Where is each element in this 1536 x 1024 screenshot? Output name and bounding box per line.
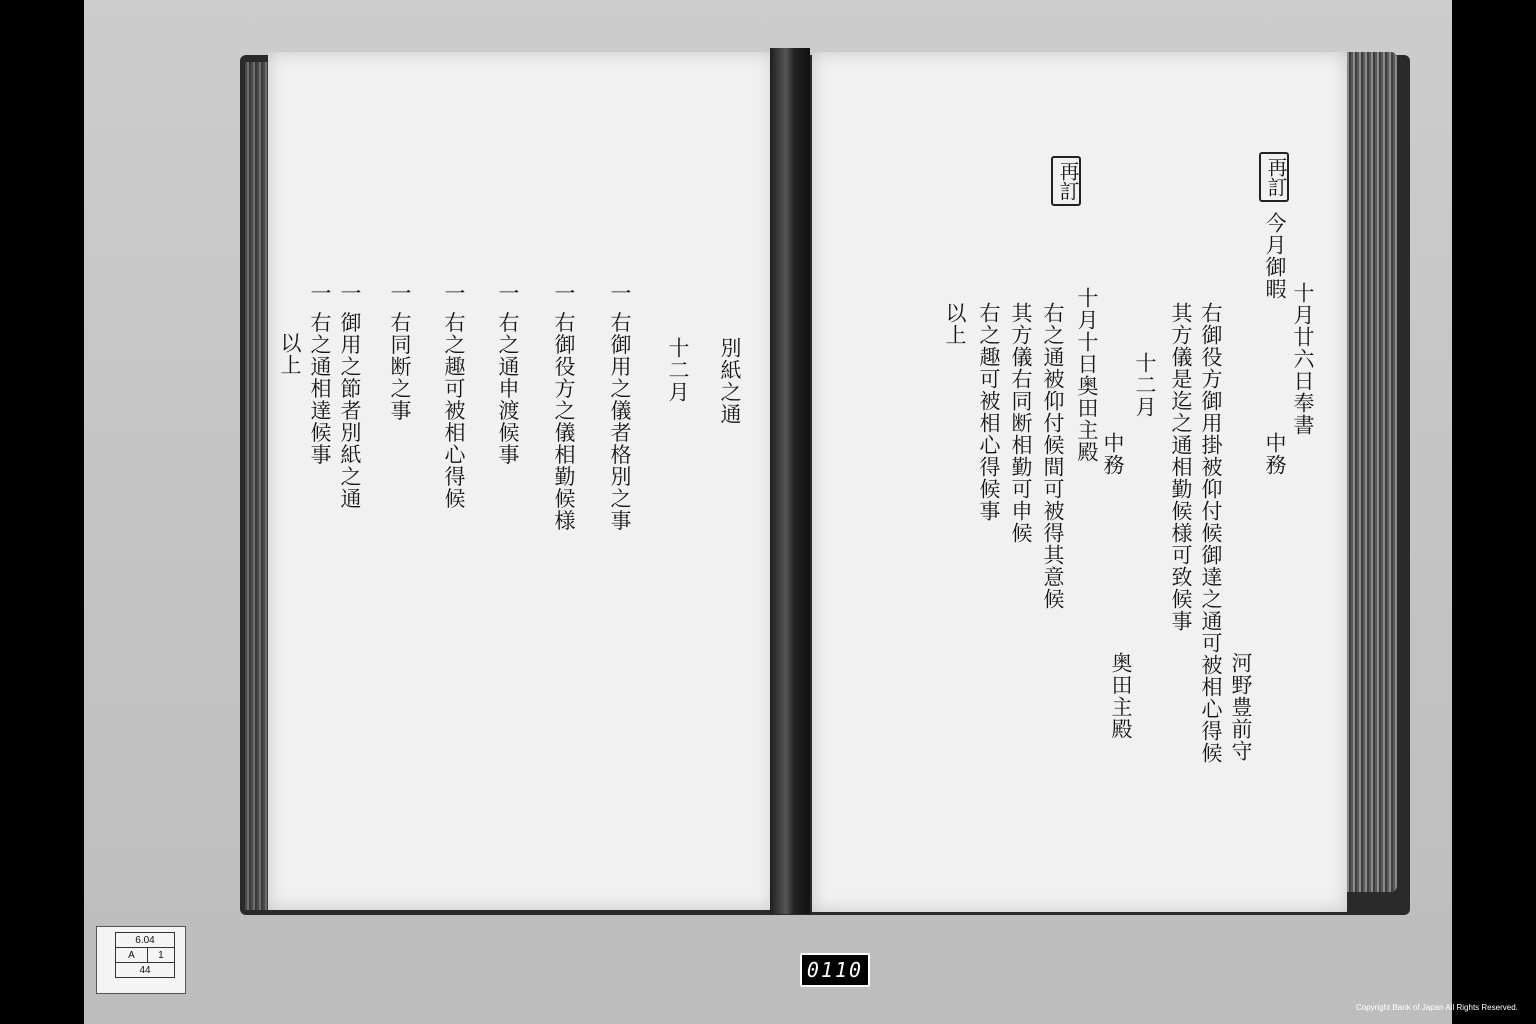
- right-col-6: 十二月: [1133, 352, 1157, 418]
- left-col-6: 一 右同断之事: [388, 282, 412, 422]
- right-col-9: 十月十日奥田主殿: [1075, 287, 1099, 463]
- left-col-9: 以上: [278, 332, 302, 376]
- left-col-1: 別紙之通: [718, 337, 742, 425]
- frame-number: 0110: [800, 953, 870, 987]
- label-row-2b: 1: [147, 948, 174, 963]
- archive-label-table: [115, 932, 175, 978]
- left-col-3: 一 右御役方之儀相勤候様: [552, 282, 576, 532]
- revision-stamp: 再訂: [1259, 152, 1289, 202]
- left-col-0: 十二月: [666, 337, 690, 403]
- copyright-notice: Copyright Bank of Japan All Rights Reserved.: [1356, 1003, 1518, 1012]
- book-spine: [770, 48, 810, 914]
- left-col-2: 一 右御用之儀者格別之事: [608, 282, 632, 532]
- right-col-2: 中務: [1263, 432, 1287, 476]
- revision-stamp: 再訂: [1051, 156, 1081, 206]
- book-edge-right: [1345, 52, 1397, 892]
- left-page: [268, 52, 774, 910]
- right-col-7: 奥田主殿: [1109, 652, 1133, 740]
- right-col-12: 右之趣可被相心得候事: [977, 302, 1001, 522]
- label-row-3: 44: [116, 963, 175, 978]
- left-col-8: 一 右之通相達候事: [308, 282, 332, 466]
- right-col-11: 其方儀右同断相勤可申候: [1009, 302, 1033, 544]
- right-col-3: 河野豊前守: [1229, 652, 1253, 762]
- right-col-8: 中務: [1101, 432, 1125, 476]
- left-col-5: 一 右之趣可被相心得候: [442, 282, 466, 510]
- right-col-1: 十月廿六日奉書: [1291, 282, 1315, 436]
- left-col-4: 一 右之通申渡候事: [496, 282, 520, 466]
- right-col-13: 以上: [943, 302, 967, 346]
- left-col-7: 一 御用之節者別紙之通: [338, 282, 362, 510]
- right-page: [812, 52, 1347, 912]
- label-row-1: 6.04: [116, 933, 175, 948]
- right-col-0: 今月御暇: [1263, 212, 1287, 300]
- right-col-5: 其方儀是迄之通相勤候様可致候事: [1169, 302, 1193, 632]
- right-col-4: 右御役方御用掛被仰付候御達之通可被相心得候: [1199, 302, 1223, 764]
- label-row-2a: A: [116, 948, 148, 963]
- right-col-10: 右之通被仰付候間可被得其意候: [1041, 302, 1065, 610]
